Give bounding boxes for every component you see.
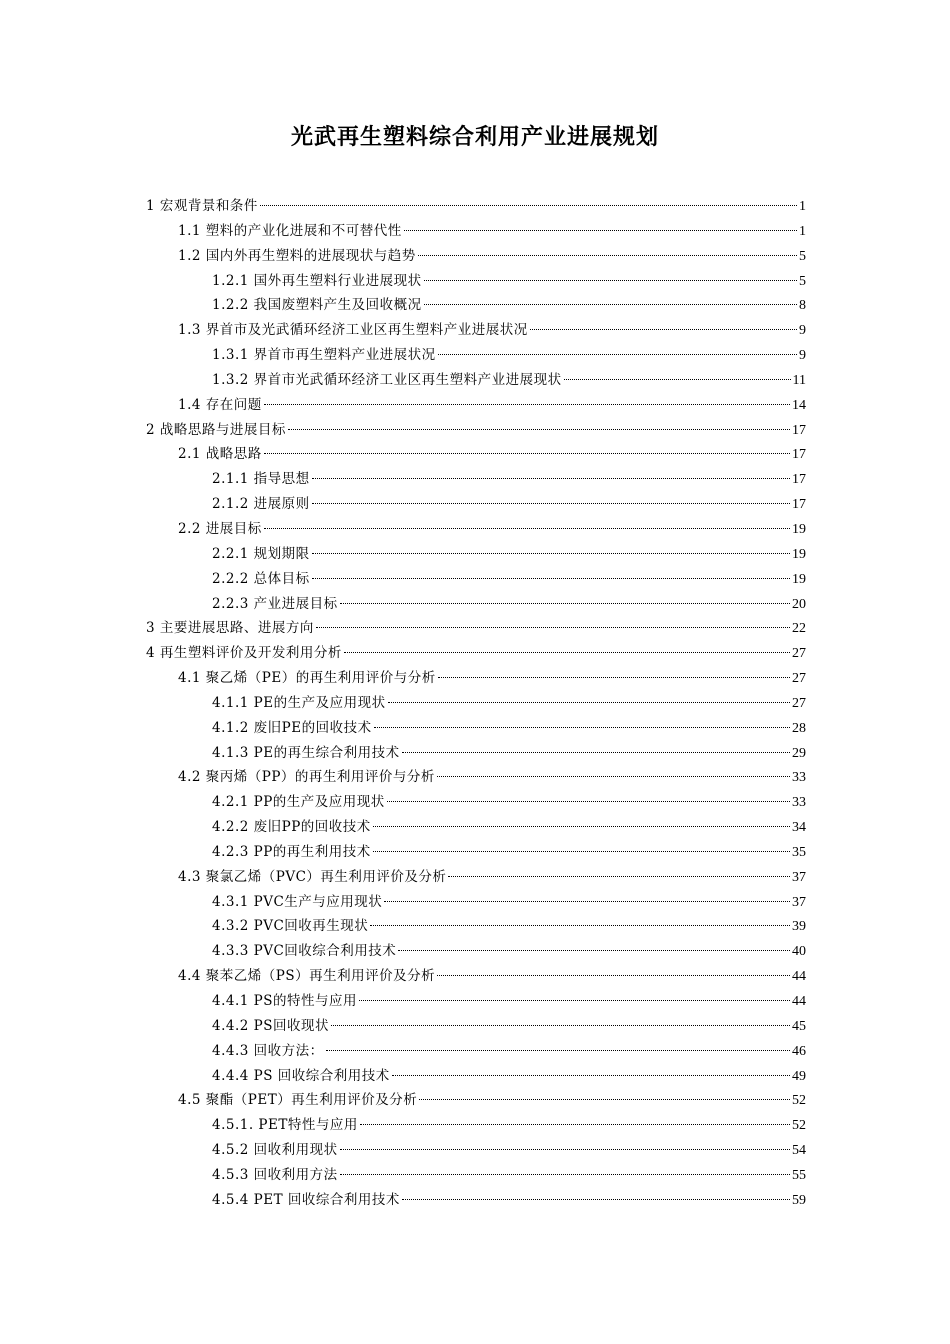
toc-entry-page-number: 27 xyxy=(792,671,806,687)
dot-leader xyxy=(360,1124,790,1125)
toc-entry-title: 4.1.1 PE的生产及应用现状 xyxy=(212,694,386,711)
toc-entry-page-number: 46 xyxy=(792,1043,806,1059)
toc-entry-page-number: 27 xyxy=(792,646,806,662)
toc-entry-title: 1.4 存在问题 xyxy=(178,396,262,413)
dot-leader xyxy=(387,801,790,802)
toc-entry-page-number: 17 xyxy=(792,472,806,488)
toc-entry-title: 1 宏观背景和条件 xyxy=(146,198,258,214)
dot-leader xyxy=(419,1099,790,1100)
toc-entry-page-number: 11 xyxy=(792,372,806,388)
toc-entry-title: 4 再生塑料评价及开发利用分析 xyxy=(146,645,342,662)
toc-entry-title: 4.2.2 废旧PP的回收技术 xyxy=(212,819,371,836)
toc-entry-page-number: 45 xyxy=(792,1018,806,1034)
toc-entry[interactable] xyxy=(146,219,806,244)
toc-entry[interactable] xyxy=(146,691,806,716)
dot-leader xyxy=(424,304,797,305)
toc-entry-title: 2.2.1 规划期限 xyxy=(212,545,310,562)
toc-entry-page-number: 17 xyxy=(792,447,806,463)
toc-entry[interactable] xyxy=(146,765,806,790)
toc-entry[interactable] xyxy=(146,840,806,865)
toc-entry[interactable] xyxy=(146,890,806,915)
toc-entry-title: 2.2.3 产业进展目标 xyxy=(212,595,338,612)
toc-entry-page-number: 22 xyxy=(792,621,806,637)
dot-leader xyxy=(392,1075,790,1076)
toc-entry-page-number: 44 xyxy=(792,969,806,985)
dot-leader xyxy=(448,876,790,877)
toc-entry-title: 4.5 聚酯（PET）再生利用评价及分析 xyxy=(178,1092,418,1109)
toc-entry-page-number: 1 xyxy=(799,223,806,239)
toc-entry-title: 4.1.3 PE的再生综合利用技术 xyxy=(212,744,400,761)
dot-leader xyxy=(384,901,790,902)
toc-entry-page-number: 17 xyxy=(792,422,806,438)
toc-entry-page-number: 40 xyxy=(792,944,806,960)
table-of-contents xyxy=(146,194,806,1213)
toc-entry-title: 2.2.2 总体目标 xyxy=(212,570,310,587)
toc-entry[interactable] xyxy=(146,1138,806,1163)
dot-leader xyxy=(340,1149,790,1150)
toc-entry[interactable] xyxy=(146,1039,806,1064)
toc-entry-title: 4.5.3 回收利用方法 xyxy=(212,1166,338,1183)
toc-entry-title: 4.4.3 回收方法： xyxy=(212,1042,324,1059)
toc-entry[interactable] xyxy=(146,1188,806,1213)
toc-entry[interactable] xyxy=(146,368,806,393)
toc-entry-title: 4.3.2 PVC回收再生现状 xyxy=(212,918,369,935)
toc-entry-page-number: 34 xyxy=(792,820,806,836)
page-title: 光武再生塑料综合利用产业进展规划 xyxy=(290,125,659,150)
toc-entry-title: 4.5.1. PET特性与应用 xyxy=(212,1117,358,1134)
dot-leader xyxy=(564,379,791,380)
toc-entry-page-number: 14 xyxy=(792,397,806,413)
toc-entry-title: 4.3 聚氯乙烯（PVC）再生利用评价及分析 xyxy=(178,868,447,885)
toc-entry[interactable] xyxy=(146,269,806,294)
dot-leader xyxy=(264,528,790,529)
toc-entry[interactable] xyxy=(146,194,806,219)
toc-entry[interactable] xyxy=(146,418,806,443)
toc-entry-title: 2.1 战略思路 xyxy=(178,446,262,463)
toc-entry[interactable] xyxy=(146,293,806,318)
toc-entry-page-number: 44 xyxy=(792,994,806,1009)
toc-entry-page-number: 59 xyxy=(792,1192,806,1208)
dot-leader xyxy=(264,404,790,405)
toc-entry-page-number: 19 xyxy=(792,546,806,562)
toc-entry-page-number: 5 xyxy=(799,273,806,289)
toc-entry-page-number: 52 xyxy=(792,1093,806,1109)
toc-entry-title: 4.4.1 PS的特性与应用 xyxy=(212,993,357,1009)
toc-entry[interactable] xyxy=(146,989,806,1014)
toc-entry-page-number: 19 xyxy=(792,571,806,587)
toc-entry[interactable] xyxy=(146,964,806,989)
dot-leader xyxy=(418,255,797,256)
toc-entry-title: 4.2 聚丙烯（PP）的再生利用评价与分析 xyxy=(178,769,435,786)
toc-entry-page-number: 37 xyxy=(792,869,806,885)
dot-leader xyxy=(344,652,790,653)
toc-entry-page-number: 27 xyxy=(792,695,806,711)
toc-entry-page-number: 33 xyxy=(792,795,806,811)
toc-entry-page-number: 5 xyxy=(799,248,806,264)
toc-entry-page-number: 37 xyxy=(792,894,806,910)
toc-entry-title: 2 战略思路与进展目标 xyxy=(146,421,286,438)
dot-leader xyxy=(264,453,790,454)
dot-leader xyxy=(370,925,790,926)
dot-leader xyxy=(260,205,797,206)
toc-entry-page-number: 8 xyxy=(799,298,806,314)
dot-leader xyxy=(404,230,797,231)
toc-entry-title: 3 主要进展思路、进展方向 xyxy=(146,620,314,637)
toc-entry-title: 4.1 聚乙烯（PE）的再生利用评价与分析 xyxy=(178,670,436,687)
toc-entry[interactable] xyxy=(146,542,806,567)
dot-leader xyxy=(316,627,790,628)
toc-entry-title: 4.3.1 PVC生产与应用现状 xyxy=(212,893,383,910)
toc-entry[interactable] xyxy=(146,1163,806,1188)
toc-entry-title: 2.1.2 进展原则 xyxy=(212,496,310,513)
toc-entry[interactable] xyxy=(146,442,806,467)
toc-entry-title: 1.3.1 界首市再生塑料产业进展状况 xyxy=(212,347,436,364)
toc-entry-title: 1.2 国内外再生塑料的进展现状与趋势 xyxy=(178,247,416,264)
toc-entry-page-number: 1 xyxy=(799,199,806,214)
dot-leader xyxy=(374,727,790,728)
toc-entry-page-number: 20 xyxy=(792,596,806,612)
dot-leader xyxy=(373,826,790,827)
toc-entry-title: 4.4.4 PS 回收综合利用技术 xyxy=(212,1067,390,1084)
toc-entry[interactable] xyxy=(146,467,806,492)
toc-entry[interactable] xyxy=(146,393,806,418)
toc-entry-page-number: 54 xyxy=(792,1143,806,1159)
dot-leader xyxy=(288,429,790,430)
dot-leader xyxy=(340,1174,790,1175)
dot-leader xyxy=(326,1050,790,1051)
dot-leader xyxy=(438,354,797,355)
toc-entry-title: 1.2.2 我国废塑料产生及回收概况 xyxy=(212,297,422,314)
toc-entry-page-number: 33 xyxy=(792,770,806,786)
dot-leader xyxy=(424,280,797,281)
toc-entry[interactable] xyxy=(146,567,806,592)
dot-leader xyxy=(437,776,790,777)
toc-entry-title: 2.1.1 指导思想 xyxy=(212,471,310,488)
toc-entry-title: 1.3 界首市及光武循环经济工业区再生塑料产业进展状况 xyxy=(178,322,528,339)
dot-leader xyxy=(312,478,790,479)
dot-leader xyxy=(340,603,790,604)
toc-entry[interactable] xyxy=(146,641,806,666)
toc-entry[interactable] xyxy=(146,592,806,617)
toc-entry[interactable] xyxy=(146,1014,806,1039)
toc-entry-page-number: 52 xyxy=(792,1118,806,1134)
toc-entry-title: 1.2.1 国外再生塑料行业进展现状 xyxy=(212,272,422,289)
toc-entry-page-number: 9 xyxy=(799,348,806,364)
dot-leader xyxy=(388,702,790,703)
toc-entry[interactable] xyxy=(146,318,806,343)
dot-leader xyxy=(438,677,790,678)
toc-entry-title: 1.1 塑料的产业化进展和不可替代性 xyxy=(178,222,402,239)
toc-entry-title: 4.1.2 废旧PE的回收技术 xyxy=(212,719,372,736)
dot-leader xyxy=(312,578,790,579)
toc-entry-title: 4.5.4 PET 回收综合利用技术 xyxy=(212,1191,400,1208)
toc-entry-page-number: 49 xyxy=(792,1068,806,1084)
toc-entry[interactable] xyxy=(146,716,806,741)
toc-entry-page-number: 17 xyxy=(792,497,806,513)
toc-entry-title: 4.2.1 PP的生产及应用现状 xyxy=(212,794,385,811)
toc-entry[interactable] xyxy=(146,1113,806,1138)
toc-entry-page-number: 29 xyxy=(792,745,806,761)
dot-leader xyxy=(530,329,797,330)
toc-entry-title: 1.3.2 界首市光武循环经济工业区再生塑料产业进展现状 xyxy=(212,371,562,388)
dot-leader xyxy=(359,1000,790,1001)
toc-entry-title: 4.3.3 PVC回收综合利用技术 xyxy=(212,943,397,960)
toc-entry[interactable] xyxy=(146,815,806,840)
toc-entry-page-number: 9 xyxy=(799,323,806,339)
toc-entry[interactable] xyxy=(146,914,806,939)
toc-entry[interactable] xyxy=(146,244,806,269)
dot-leader xyxy=(312,553,790,554)
toc-entry-title: 4.2.3 PP的再生利用技术 xyxy=(212,843,371,860)
toc-entry-title: 4.4.2 PS回收现状 xyxy=(212,1017,329,1034)
toc-entry-title: 4.5.2 回收利用现状 xyxy=(212,1142,338,1159)
toc-entry[interactable] xyxy=(146,492,806,517)
toc-entry[interactable] xyxy=(146,1088,806,1113)
toc-entry[interactable] xyxy=(146,666,806,691)
toc-entry[interactable] xyxy=(146,741,806,766)
dot-leader xyxy=(373,851,790,852)
toc-entry[interactable] xyxy=(146,865,806,890)
toc-entry[interactable] xyxy=(146,939,806,964)
toc-entry[interactable] xyxy=(146,343,806,368)
dot-leader xyxy=(398,950,790,951)
dot-leader xyxy=(331,1025,790,1026)
toc-entry-page-number: 28 xyxy=(792,720,806,736)
toc-entry-page-number: 55 xyxy=(792,1167,806,1183)
toc-entry-page-number: 35 xyxy=(792,844,806,860)
toc-entry[interactable] xyxy=(146,1064,806,1089)
dot-leader xyxy=(312,503,790,504)
toc-entry[interactable] xyxy=(146,790,806,815)
toc-entry-title: 4.4 聚苯乙烯（PS）再生利用评价及分析 xyxy=(178,968,436,985)
toc-entry-title: 2.2 进展目标 xyxy=(178,520,262,537)
dot-leader xyxy=(402,752,790,753)
toc-entry-page-number: 39 xyxy=(792,919,806,935)
toc-entry-page-number: 19 xyxy=(792,521,806,537)
dot-leader xyxy=(402,1199,790,1200)
dot-leader xyxy=(437,975,790,976)
toc-entry[interactable] xyxy=(146,616,806,641)
toc-entry[interactable] xyxy=(146,517,806,542)
